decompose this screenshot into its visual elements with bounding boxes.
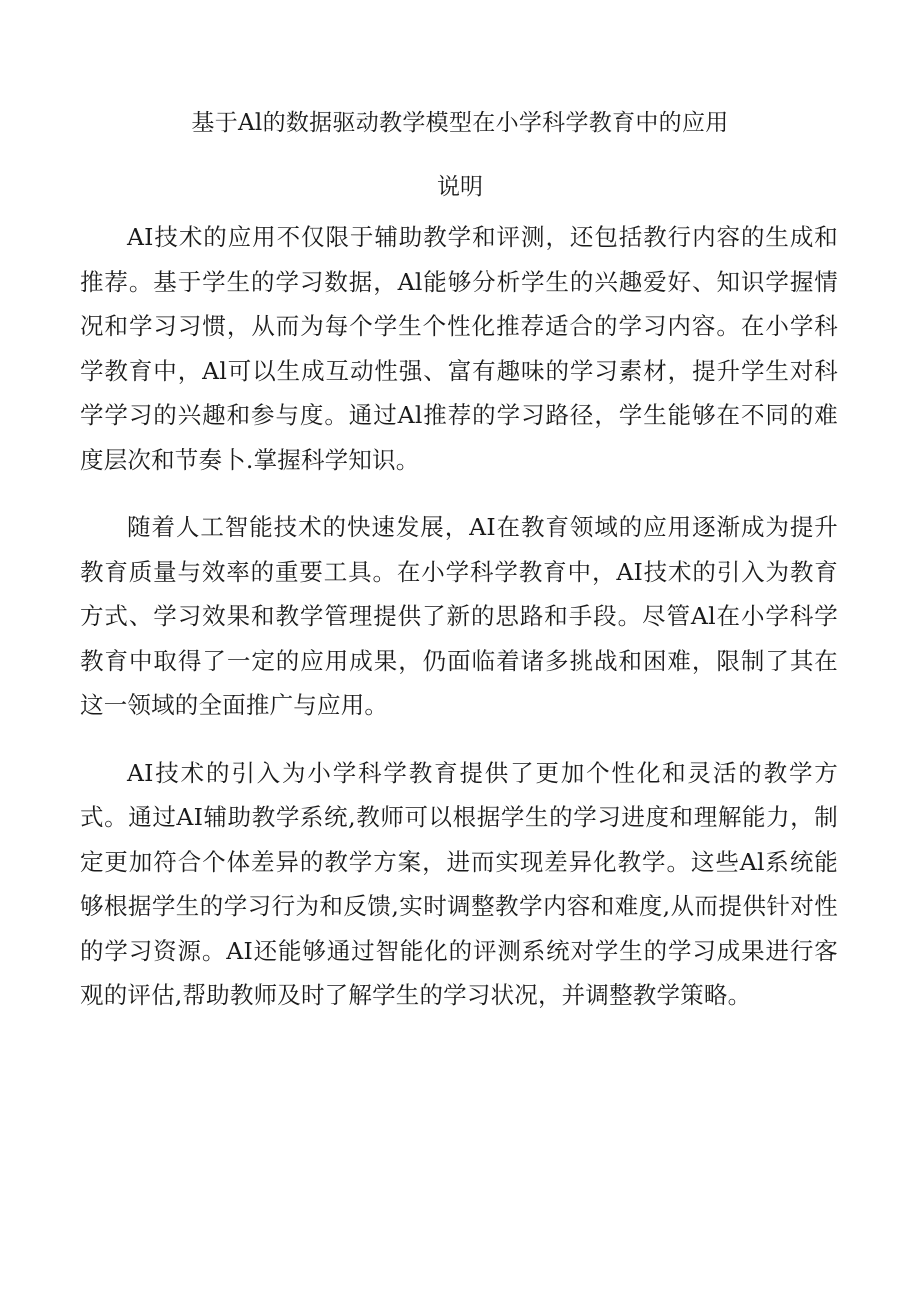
paragraph-1: AI技术的应用不仅限于辅助教学和评测，还包括教行内容的生成和推荐。基于学生的学习数据，Al能够分析学生的兴趣爱好、知识学握情况和学习习惯，从而为每个学生个性化推荐适合的学习内容。在小学科学教育中，Al可以生成互动性强、富有趣味的学习素材，提升学生对科学学习的兴趣和参与度。通过Al推荐的学习路径，学生能够在不同的难度层次和节奏卜.掌握科学知识。: [80, 223, 838, 474]
section-heading: 说明: [437, 174, 483, 200]
document-title: 基于Al的数据驱动教学模型在小学科学教育中的应用: [191, 110, 729, 136]
document-body: [80, 215, 838, 1041]
paragraph-2: 随着人工智能技术的快速发展，AI在教育领域的应用逐渐成为提升教育质量与效率的重要工具。在小学科学教育中，AI技术的引入为教育方式、学习效果和教学管理提供了新的思路和手段。尽管Al在小学科学教育中取得了一定的应用成果，仍面临着诸多挑战和困难，限制了其在这一领域的全面推广与应用。: [80, 513, 838, 719]
paragraph-3: AI技术的引入为小学科学教育提供了更加个性化和灵活的教学方式。通过AI辅助教学系统,教师可以根据学生的学习进度和理解能力，制定更加符合个体差异的教学方案，进而实现差异化教学。这些Al系统能够根据学生的学习行为和反馈,实时调整教学内容和难度,从而提供针对性的学习资源。AI还能够通过智能化的评测系统对学生的学习成果进行客观的评估,帮助教师及时了解学生的学习状况，并调整教学策略。: [80, 758, 838, 1009]
